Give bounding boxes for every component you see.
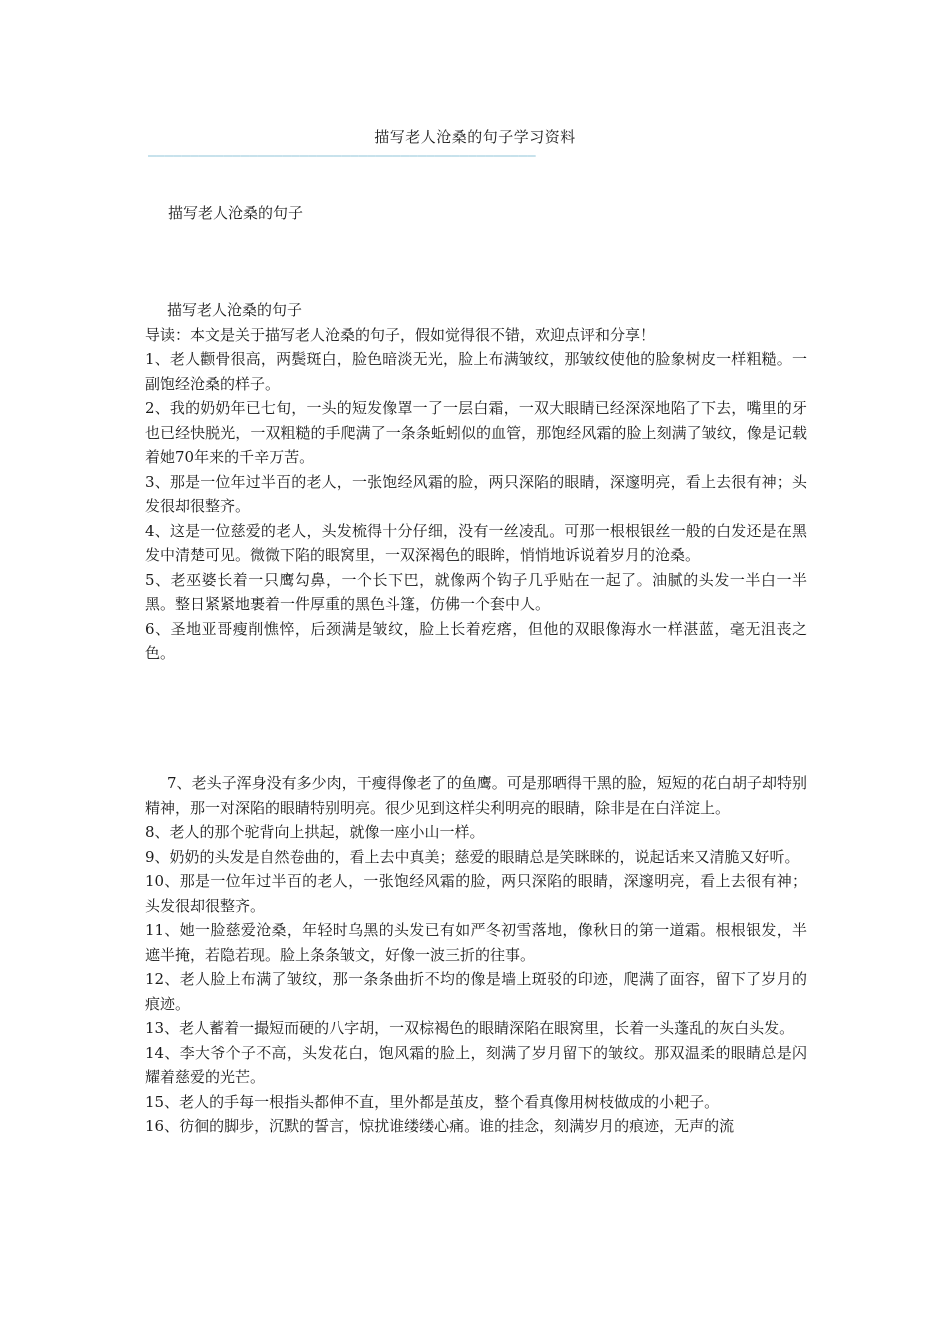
sentence-item: 7、老头子浑身没有多少肉，干瘦得像老了的鱼鹰。可是那晒得干黑的脸，短短的花白胡子却特别精神，那一对深陷的眼睛特别明亮。很少见到这样尖利明亮的眼睛，除非是在白洋淀上。 (145, 774, 807, 817)
sentence-item: 5、老巫婆长着一只鹰勾鼻，一个长下巴，就像两个钩子几乎贴在一起了。油腻的头发一半白一半黑。整日紧紧地裹着一件厚重的黑色斗篷，仿佛一个套中人。 (145, 570, 807, 613)
sentence-item: 1、老人颧骨很高，两鬓斑白，脸色暗淡无光，脸上布满皱纹，那皱纹使他的脸象树皮一样粗糙。一副饱经沧桑的样子。 (145, 350, 807, 393)
section-subtitle: 描写老人沧桑的句子 (167, 301, 303, 319)
document-title: 描写老人沧桑的句子 (168, 204, 304, 222)
body-section-2 (145, 771, 807, 1139)
sentence-item: 12、老人脸上布满了皱纹，那一条条曲折不均的像是墙上斑驳的印迹，爬满了面容，留下了岁月的痕迹。 (145, 970, 807, 1013)
header-divider: —————————————————————————————————————————————— (148, 150, 536, 162)
header-title: 描写老人沧桑的句子学习资料 (374, 128, 576, 146)
sentence-item: 14、李大爷个子不高，头发花白，饱风霜的脸上，刻满了岁月留下的皱纹。那双温柔的眼睛总是闪耀着慈爱的光芒。 (145, 1043, 807, 1086)
sentence-item: 3、那是一位年过半百的老人，一张饱经风霜的脸，两只深陷的眼睛，深邃明亮，看上去很有神；头发很却很整齐。 (145, 472, 807, 515)
sentence-item: 11、她一脸慈爱沧桑，年轻时乌黑的头发已有如严冬初雪落地，像秋日的第一道霜。根根银发，半遮半掩，若隐若现。脸上条条皱文，好像一波三折的往事。 (145, 921, 807, 964)
intro-paragraph: 导读：本文是关于描写老人沧桑的句子，假如觉得很不错，欢迎点评和分享！ (145, 325, 656, 344)
sentence-item: 6、圣地亚哥瘦削憔悴，后颈满是皱纹，脸上长着疙瘩，但他的双眼像海水一样湛蓝，毫无沮丧之色。 (145, 619, 807, 662)
sentence-item: 10、那是一位年过半百的老人，一张饱经风霜的脸，两只深陷的眼睛，深邃明亮，看上去很有神；头发很却很整齐。 (145, 872, 807, 915)
sentence-item: 13、老人蓄着一撮短而硬的八字胡，一双棕褐色的眼睛深陷在眼窝里，长着一头蓬乱的灰白头发。 (145, 1019, 795, 1037)
sentence-item: 16、彷徊的脚步，沉默的誓言，惊扰谁缕缕心痛。谁的挂念，刻满岁月的痕迹，无声的流 (145, 1117, 735, 1135)
sentence-item: 15、老人的手每一根指头都伸不直，里外都是茧皮，整个看真像用树枝做成的小耙子。 (145, 1092, 720, 1111)
sentence-item: 8、老人的那个驼背向上拱起，就像一座小山一样。 (145, 823, 485, 841)
sentence-item: 4、这是一位慈爱的老人，头发梳得十分仔细，没有一丝凌乱。可那一根根银丝一般的白发还是在黑发中清楚可见。微微下陷的眼窝里，一双深褐色的眼眸，悄悄地诉说着岁月的沧桑。 (145, 521, 807, 564)
sentence-item: 2、我的奶奶年已七旬，一头的短发像罩一了一层白霜，一双大眼睛已经深深地陷了下去，嘴里的牙也已经快脱光，一双粗糙的手爬满了一条条蚯蚓似的血管，那饱经风霜的脸上刻满了皱纹，像是记载着她70年来的千辛万苦。 (145, 399, 807, 466)
sentence-item: 9、奶奶的头发是自然卷曲的，看上去中真美；慈爱的眼睛总是笑眯眯的，说起话来又清脆又好听。 (145, 847, 800, 866)
body-section-1 (145, 298, 807, 666)
